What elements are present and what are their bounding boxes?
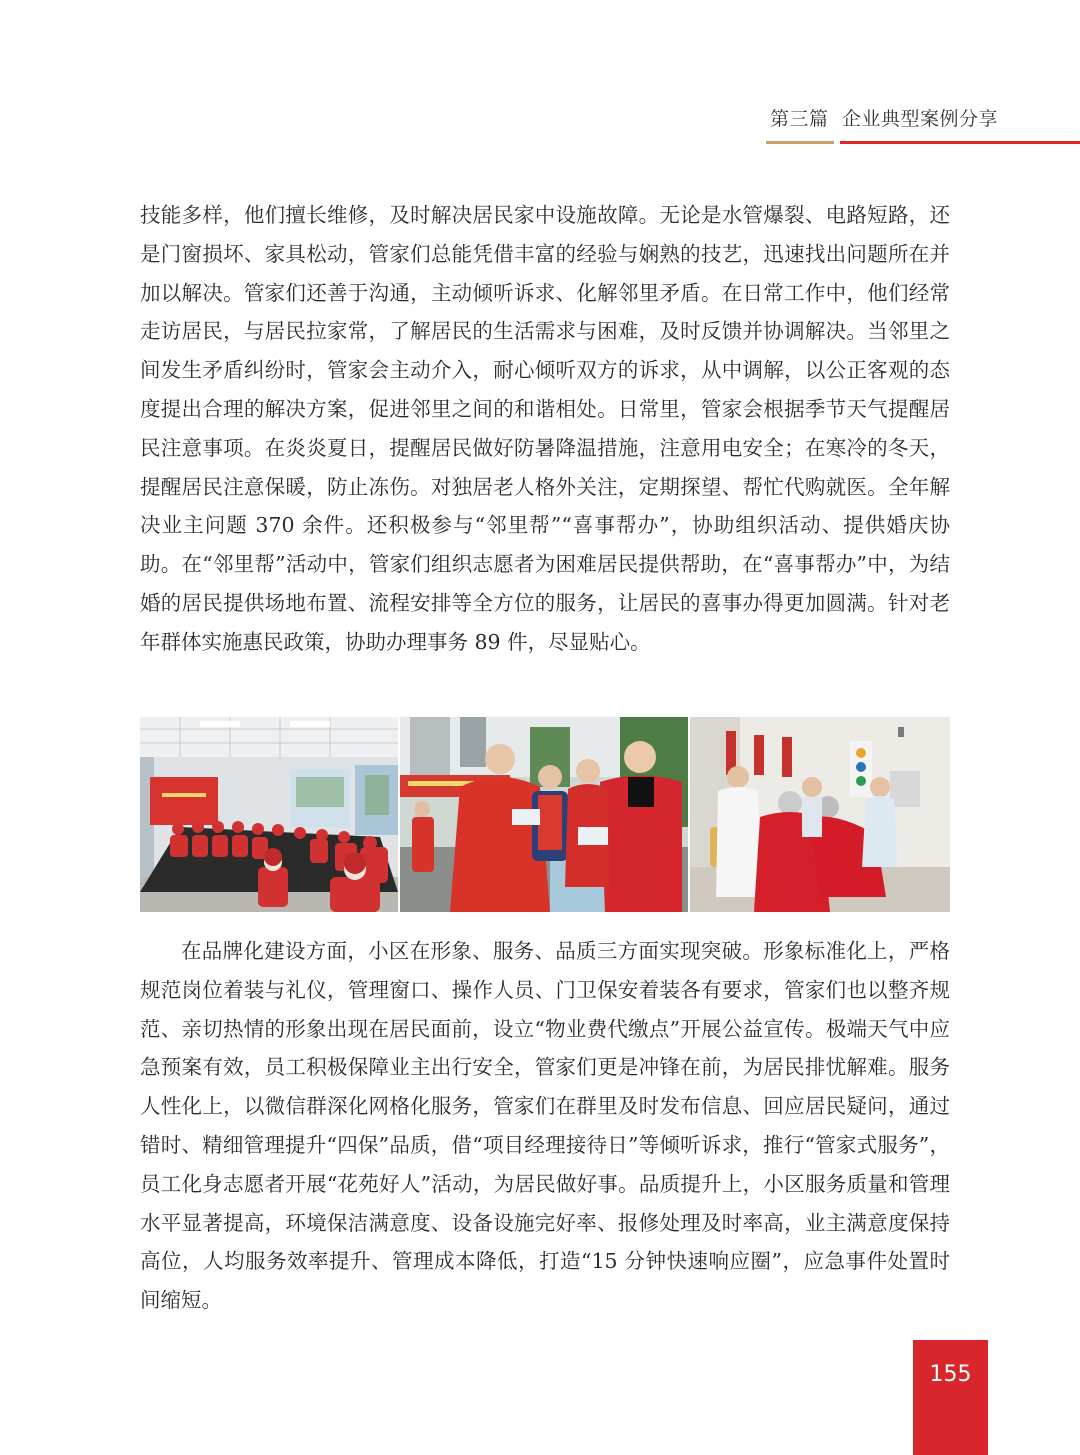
running-header	[766, 104, 1080, 146]
photo-meeting-room	[140, 717, 398, 912]
photo-strip	[140, 717, 950, 912]
chapter-title: 企业典型案例分享	[842, 108, 999, 130]
page-number-tab	[913, 1340, 988, 1455]
photo-haircut-service	[690, 717, 950, 912]
body-paragraph-1: 技能多样，他们擅长维修，及时解决居民家中设施故障。无论是水管爆裂、电路短路，还是门窗损坏、家具松动，管家们总能凭借丰富的经验与娴熟的技艺，迅速找出问题所在并加以解决。管家们还善于沟通，主动倾听诉求、化解邻里矛盾。在日常工作中，他们经常走访居民，与居民拉家常，了解居民的生活需求与困难，及时反馈并协调解决。当邻里之间发生矛盾纠纷时，管家会主动介入，耐心倾听双方的诉求，从中调解，以公正客观的态度提出合理的解决方案，促进邻里之间的和谐相处。日常里，管家会根据季节天气提醒居民注意事项。在炎炎夏日，提醒居民做好防暑降温措施，注意用电安全；在寒冷的冬天，提醒居民注意保暖，防止冻伤。对独居老人格外关注，定期探望、帮忙代购就医。全年解决业主问题 370 余件。还积极参与“邻里帮”“喜事帮办”，协助组织活动、提供婚庆协助。在“邻里帮”活动中，管家们组织志愿者为困难居民提供帮助，在“喜事帮办”中，为结婚的居民提供场地布置、流程安排等全方位的服务，让居民的喜事办得更加圆满。针对老年群体实施惠民政策，协助办理事务 89 件，尽显贴心。	[140, 203, 950, 654]
part-label: 第三篇	[770, 108, 829, 130]
header-rule-red	[840, 141, 1080, 144]
header-rule-gold	[766, 141, 834, 144]
photo-leaflet-distribution	[400, 717, 688, 912]
body-paragraph-2: 在品牌化建设方面，小区在形象、服务、品质三方面实现突破。形象标准化上，严格规范岗位着装与礼仪，管理窗口、操作人员、门卫保安着装各有要求，管家们也以整齐规范、亲切热情的形象出现在居民面前，设立“物业费代缴点”开展公益宣传。极端天气中应急预案有效，员工积极保障业主出行安全，管家们更是冲锋在前，为居民排忧解难。服务人性化上，以微信群深化网格化服务，管家们在群里及时发布信息、回应居民疑问，通过错时、精细管理提升“四保”品质，借“项目经理接待日”等倾听诉求，推行“管家式服务”，员工化身志愿者开展“花苑好人”活动，为居民做好事。品质提升上，小区服务质量和管理水平显著提高，环境保洁满意度、设备设施完好率、报修处理及时率高，业主满意度保持高位，人均服务效率提升、管理成本降低，打造“15 分钟快速响应圈”，应急事件处置时间缩短。	[140, 939, 950, 1313]
page-number: 155	[929, 1362, 972, 1387]
